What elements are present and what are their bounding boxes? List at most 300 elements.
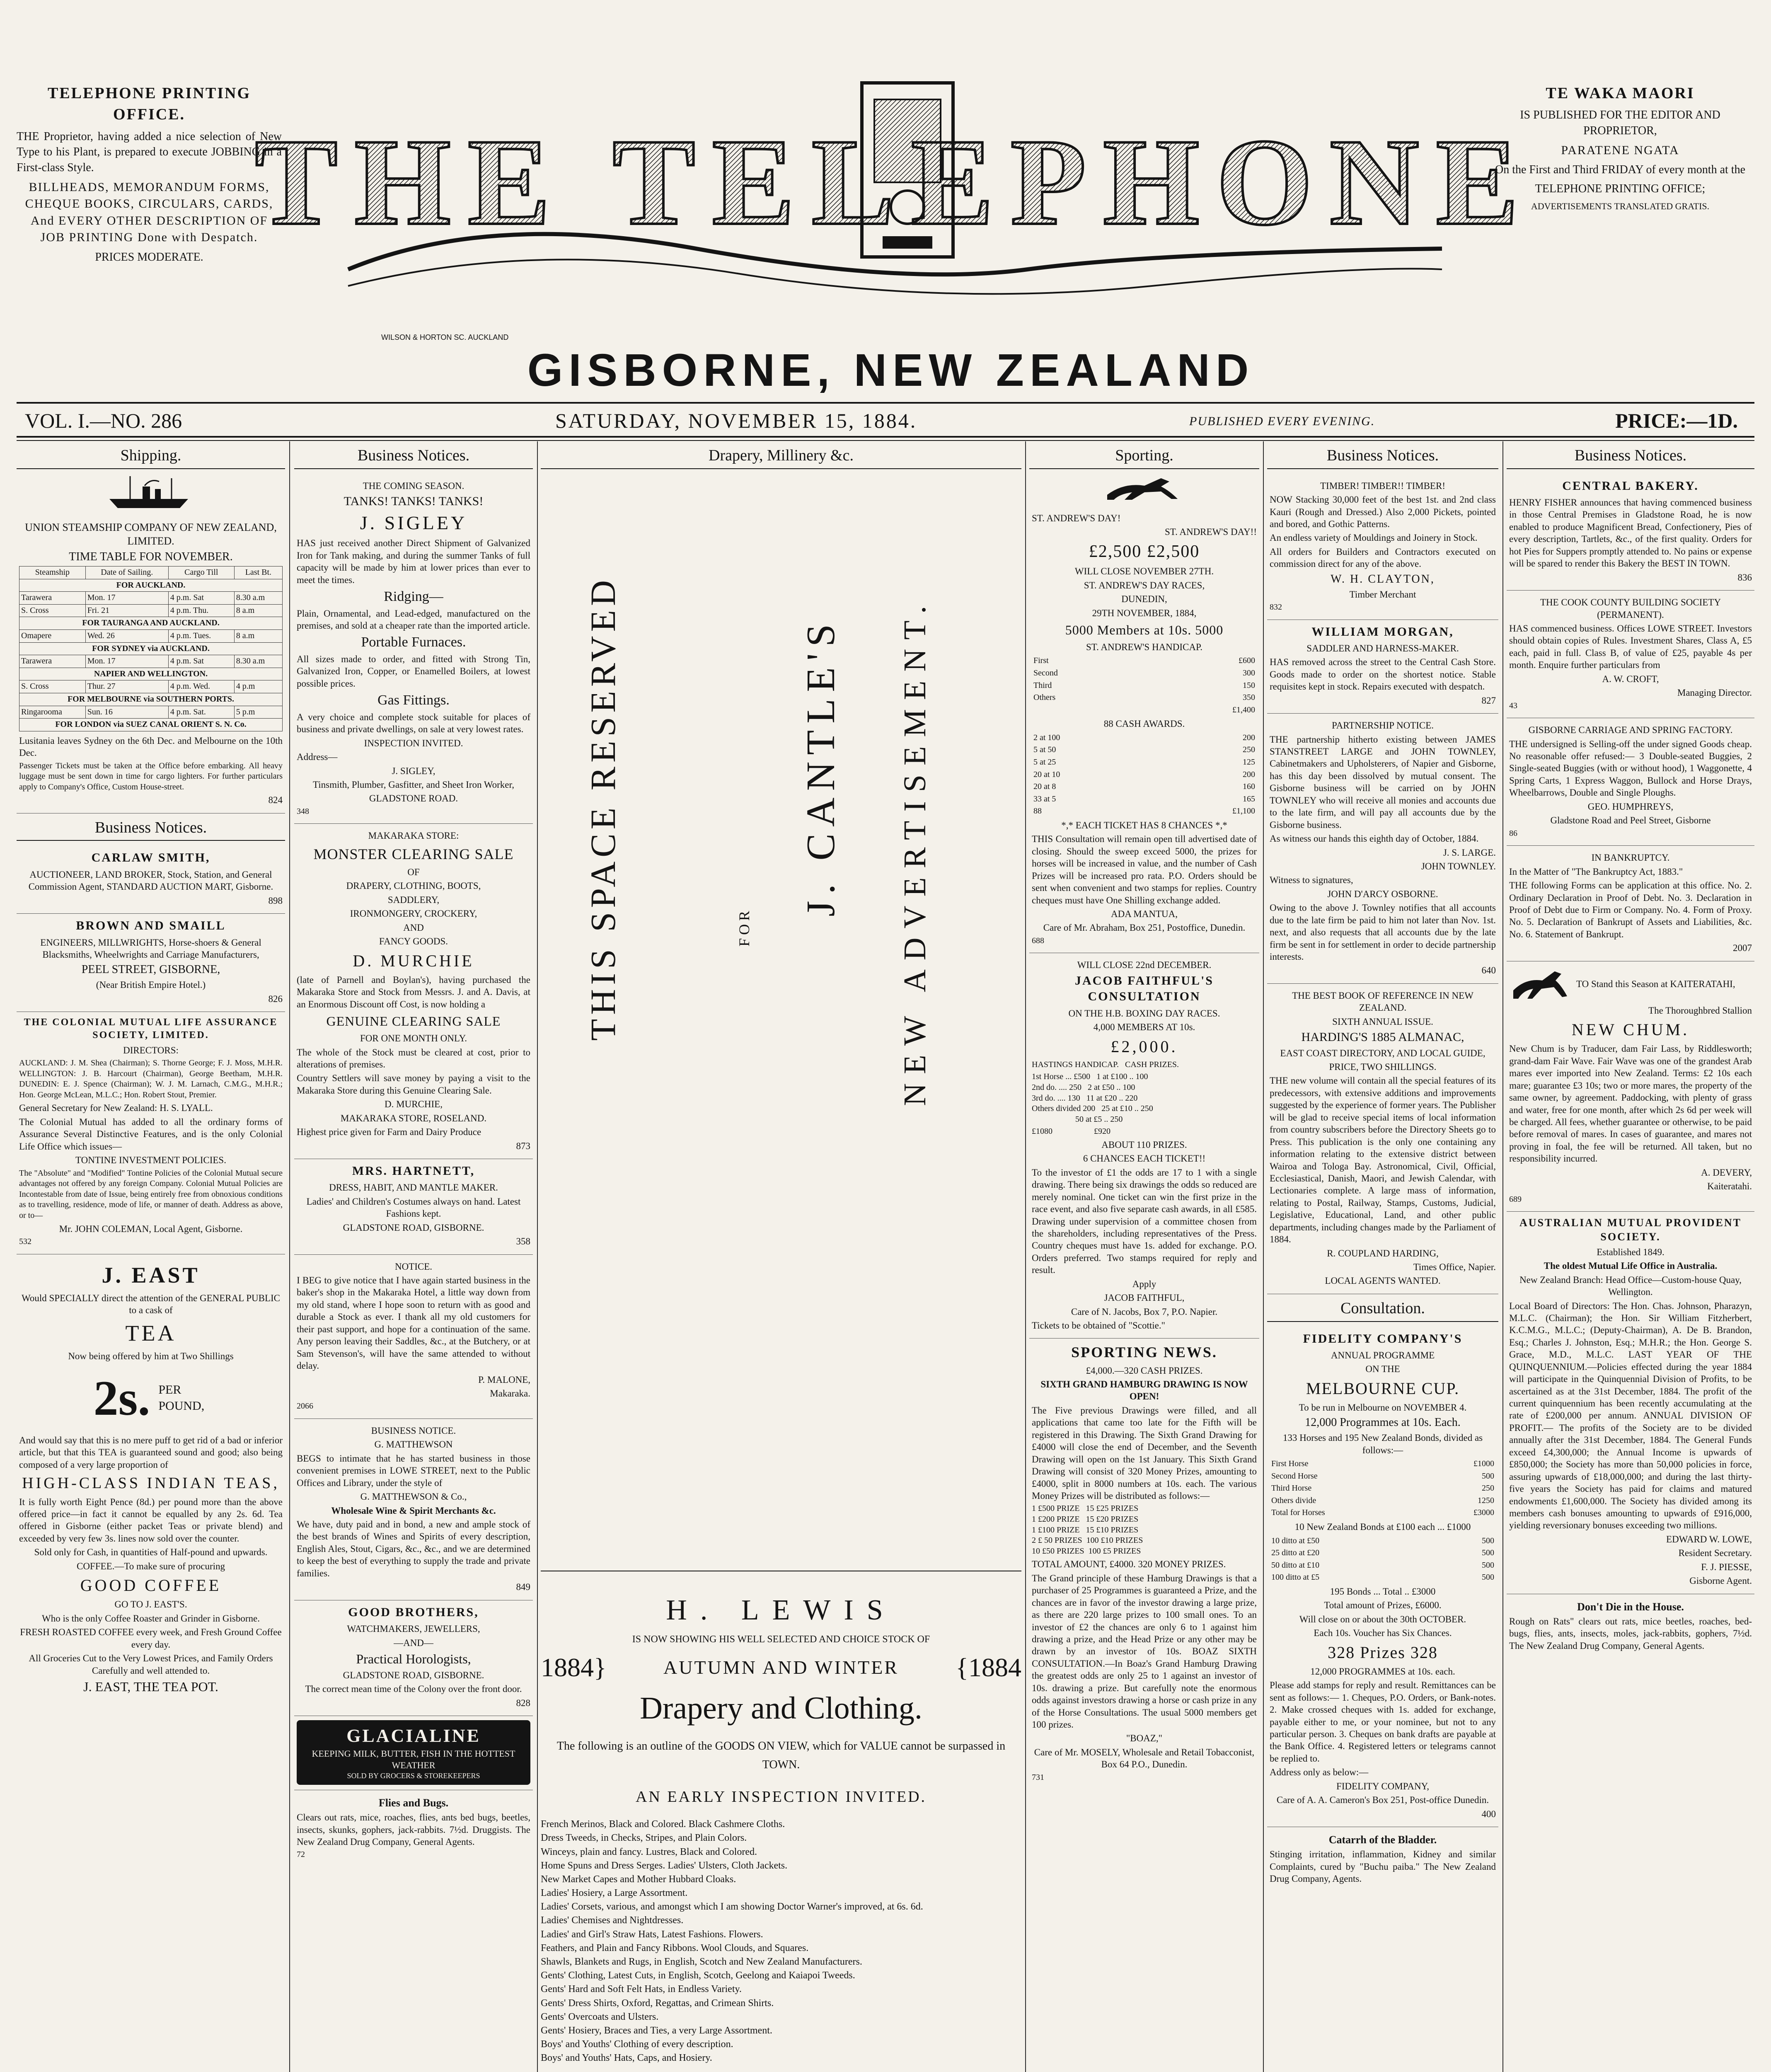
steamship-icon <box>105 474 196 511</box>
timber-head: TIMBER! TIMBER!! TIMBER! <box>1320 480 1445 491</box>
ear-left-prices: PRICES MODERATE. <box>95 250 203 264</box>
timetable-header: Last Bt. <box>234 566 282 579</box>
printing-office-ear <box>17 83 282 398</box>
hartnett-ad <box>294 1159 533 1255</box>
malone-notice: NOTICE. <box>394 1261 433 1272</box>
list-item: Gents' Overcoats and Ulsters. <box>541 2011 659 2022</box>
makaraka-sale: MONSTER CLEARING SALE <box>313 845 514 862</box>
amp-est: Established 1849. <box>1597 1247 1665 1257</box>
st-andrews-date: 29TH NOVEMBER, 1884, <box>1092 608 1197 618</box>
ad-number: 358 <box>516 1236 530 1247</box>
cantle-reserved-space <box>541 472 1021 1484</box>
building-sig: A. W. CROFT, <box>1602 673 1659 684</box>
st-andrews-day2: ST. ANDREW'S DAY!! <box>1164 527 1257 537</box>
table-cell: Fri. 21 <box>85 604 168 617</box>
bankruptcy-ad <box>1507 846 1754 961</box>
prize-line: 50 at £5 .. 250 <box>1032 1114 1123 1124</box>
section-heading-business: Business Notices. <box>1267 445 1498 469</box>
bankruptcy-body: THE following Forms can be application at this office. No. 2. Ordinary Declaration in Proof of Debt. No. 3. Declaration in Proof of Debt due to Firm or Company. No. 4. Form of Proxy. No. 5. Declaration of Bankrupt of Assets and Liabilities, &c. No. 6. Statement of Bankrupt. <box>1509 880 1752 939</box>
prize-line: 2nd do. .... 250 2 at £50 .. 100 <box>1032 1082 1135 1092</box>
sporting-news-sig2: Care of Mr. MOSELY, Wholesale and Retail Tobacconist, Box 64 P.O., Dunedin. <box>1034 1747 1255 1770</box>
te-waka-maori-ear <box>1488 83 1753 398</box>
flies-title: Flies and Bugs. <box>378 1796 449 1809</box>
sigley-addr-street: GLADSTONE ROAD. <box>369 793 458 804</box>
table-cell: 300 <box>1243 668 1255 678</box>
makaraka-store: MAKARAKA STORE: <box>368 830 459 841</box>
lewis-goods-list <box>541 1818 1021 2065</box>
fidelity-run: To be run in Melbourne on NOVEMBER 4. <box>1299 1402 1467 1413</box>
table-cell: Third <box>1033 680 1052 690</box>
sigley-name: J. SIGLEY <box>360 512 467 534</box>
st-andrews-members: 5000 Members at 10s. 5000 <box>1065 622 1224 637</box>
table-cell: 500 <box>1482 1536 1494 1545</box>
faithful-tickets: Tickets to be obtained of "Scottie." <box>1032 1320 1165 1331</box>
east-price: 2s. <box>93 1370 150 1426</box>
makaraka-item: IRONMONGERY, CROCKERY, <box>350 908 477 919</box>
union-heading: UNION STEAMSHIP COMPANY OF NEW ZEALAND, LIMITED. <box>25 521 277 547</box>
catarrh-body: Stinging irritation, inflammation, Kidney and similar Complaints, cured by "Buchu paiba." The New Zealand Drug Company, Agents. <box>1270 1849 1496 1884</box>
brown-smaill-ad <box>17 914 285 1012</box>
prize-line: 2 £ 50 PRIZES 100 £10 PRIZES <box>1032 1536 1143 1545</box>
table-row <box>1032 781 1257 793</box>
makaraka-murchie: D. MURCHIE <box>353 951 474 970</box>
fidelity-address: Address only as below:— <box>1270 1767 1369 1778</box>
sporting-news-cash: £4,000.—320 CASH PRIZES. <box>1086 1365 1203 1376</box>
reserved-for: FOR <box>736 908 752 947</box>
fidelity-programme: ANNUAL PROGRAMME <box>1331 1350 1435 1360</box>
fidelity-progs2: 12,000 PROGRAMMES at 10s. each. <box>1310 1666 1455 1677</box>
faithful-totals: £1080 £920 <box>1032 1127 1111 1136</box>
table-cell: £1,100 <box>1232 806 1255 816</box>
table-cell: 25 ditto at £20 <box>1271 1548 1320 1558</box>
makaraka-item: FANCY GOODS. <box>379 936 448 947</box>
central-bakery-ad <box>1507 474 1754 591</box>
timber-body3: All orders for Builders and Contractors executed on commission direct for any of the above. <box>1270 546 1496 569</box>
timetable-route: FOR SYDNEY via AUCKLAND. <box>19 642 283 655</box>
matthewson-ad <box>294 1419 533 1600</box>
brown-desc: ENGINEERS, MILLWRIGHTS, Horse-shoers & General Blacksmiths, Wheelwrights and Carriage Manufacturers, <box>40 937 261 960</box>
amp-body: Local Board of Directors: The Hon. Chas. Johnson, Pharazyn, M.L.C. (Chairman); the Hon. Sir William Fitzherbert, K.C.M.G., M.L.C.; (Deputy-Chairman), A. De B. Brandon, Esq.; Charles J. Johnston, Esq.; M.H.R.; the Hon. George S. Grace, M.D., M.L.C. LAST YEAR OF THE QUINQUENNIUM.—Policies effected during the year 1884 will participate in the Quinquennial Division of Profits, to be ascertained as at the 31st December, 1884. The profit of the current quinquennium has been recently accumulating at the rate of £200,000 per annum. ANNUAL DIVISION OF PROFIT.— The profits of the Society are to be divided annually after the 31st December, 1884. The General Funds exceed £4,300,000; the Annual Income is upwards of £850,000; the Society has more than 50,000 policies in force, assuring upwards of £18,000,000; and during the last thirty-five years the Society has paid for claims and matured endowments £1,600,000. The Society has divided among its members cash bonuses amounting to upwards of £916,000, yielding reversionary bonuses exceeding two millions. <box>1509 1300 1752 1531</box>
table-row <box>1270 1535 1496 1547</box>
table-row <box>1270 1547 1496 1559</box>
timber-ad <box>1267 474 1498 620</box>
fidelity-on: ON THE <box>1365 1364 1400 1375</box>
faithful-body: To the investor of £1 the odds are 17 to 1 with a single drawing. There being six drawings the odds so reduced are merely nominal. One ticket can win the first prize in the race event, and also five separate cash awards, in all £585. Drawing under supervision of a committee chosen from the shareholders, including representatives of the Press. Country cheques must have 1s. added for exchange. P.O. Orders preferred. Two stamps required for reply and result. <box>1032 1167 1257 1276</box>
list-item: Shawls, Blankets and Rugs, in English, Scotch and New Zealand Manufacturers. <box>541 1956 862 1968</box>
table-row <box>19 604 283 617</box>
st-andrews-day1: ST. ANDREW'S DAY! <box>1032 513 1121 523</box>
faithful-sig: JACOB FAITHFUL, <box>1104 1293 1185 1303</box>
partnership-witness: As witness our hands this eighth day of October, 1884. <box>1270 833 1479 844</box>
sigley-season: THE COMING SEASON. <box>363 480 465 491</box>
ad-number: 72 <box>297 1850 305 1859</box>
carlaw-smith-ad <box>17 846 285 914</box>
ad-number: 832 <box>1270 602 1282 612</box>
timetable-header: Steamship <box>19 566 86 579</box>
st-andrews-cash-awards: 88 CASH AWARDS. <box>1103 719 1185 729</box>
table-cell: 250 <box>1243 745 1255 755</box>
table-cell: Omapere <box>19 629 86 642</box>
table-cell: 4 p.m. Thu. <box>168 604 234 617</box>
glacialine-name: GLACIALINE <box>346 1726 481 1746</box>
st-andrews-place: DUNEDIN, <box>1121 594 1167 605</box>
sigley-addr-trade: Tinsmith, Plumber, Gasfitter, and Sheet Iron Worker, <box>313 779 514 790</box>
table-row <box>1270 1470 1496 1483</box>
stallion-icon <box>1509 966 1571 1003</box>
prize-line: 1 £200 PRIZE 15 £20 PRIZES <box>1032 1514 1139 1524</box>
colonial-mutual-ad <box>17 1012 285 1254</box>
table-cell: 4 p.m. Sat <box>168 592 234 605</box>
timetable-route: FOR TAURANGA AND AUCKLAND. <box>19 617 283 630</box>
table-cell: 8.30 a.m <box>234 592 282 605</box>
flies-body: Clears out rats, mice, roaches, flies, ants bed bugs, beetles, insects, skunks, gophers, jack-rabbits. 7½d. Druggists. The New Zealand Drug Company, General Agents. <box>297 1812 530 1847</box>
table-row <box>1270 1482 1496 1495</box>
ad-number: 898 <box>268 895 283 906</box>
table-row <box>1032 756 1257 769</box>
ear-right-line2: PARATENE NGATA <box>1561 143 1679 157</box>
glacialine-ad <box>294 1716 533 1790</box>
table-row <box>1032 732 1257 744</box>
ad-number: 348 <box>297 806 309 816</box>
sporting-news-sixth: SIXTH GRAND HAMBURG DRAWING IS NOW OPEN! <box>1040 1379 1248 1402</box>
timetable-route: NAPIER AND WELLINGTON. <box>19 668 283 680</box>
harding-agents: LOCAL AGENTS WANTED. <box>1325 1276 1441 1286</box>
masthead-title <box>254 54 1536 352</box>
table-cell: Sun. 16 <box>85 706 168 719</box>
masthead-subtitle: GISBORNE, NEW ZEALAND <box>527 345 1255 396</box>
ad-number: 2007 <box>1733 943 1752 954</box>
fidelity-sig2: Care of A. A. Cameron's Box 251, Post-office Dunedin. <box>1276 1795 1489 1806</box>
lewis-season-row <box>541 1650 1021 1685</box>
lewis-name: H. LEWIS <box>666 1594 896 1626</box>
table-cell: £3000 <box>1473 1508 1494 1518</box>
section-heading-drapery: Drapery, Millinery &c. <box>541 445 1021 469</box>
ad-number: 824 <box>268 795 283 806</box>
list-item: Ladies' Hosiery, a Large Assortment. <box>541 1888 688 1899</box>
bakery-name: CENTRAL BAKERY. <box>1562 479 1699 493</box>
column-business-notices-3 <box>1507 445 1754 2072</box>
makaraka-month: FOR ONE MONTH ONLY. <box>360 1033 467 1044</box>
column-business-notices-2 <box>1267 445 1498 2072</box>
column-rule <box>289 441 290 2072</box>
faithful-prize-rows <box>1032 1072 1257 1125</box>
ad-number: 400 <box>1481 1808 1496 1819</box>
j-east-ad <box>17 1254 285 1702</box>
makaraka-sig2: MAKARAKA STORE, ROSELAND. <box>340 1113 487 1123</box>
carriage-body: THE undersigned is Selling-off the under signed Goods cheap. No reasonable offer refused:— 3 Double-seated Buggies, 2 Single-seated Buggies (with or without hood), 1 Waggonette, 4 Spring Carts, 1 Express Waggon, Bullock and Horse Drays, Wheelbarrows, Double and Single Ploughs. <box>1509 738 1752 798</box>
masthead-rule <box>17 402 1754 404</box>
glacialine-sold: SOLD BY GROCERS & STOREKEEPERS <box>347 1771 480 1780</box>
makaraka-store-ad <box>294 824 533 1159</box>
fidelity-prizes: 328 Prizes 328 <box>1328 1643 1438 1662</box>
amp-sig3: F. J. PIESSE, <box>1701 1561 1752 1572</box>
list-item: Dress Tweeds, in Checks, Stripes, and Plain Colors. <box>541 1832 747 1844</box>
amp-name: AUSTRALIAN MUTUAL PROVIDENT SOCIETY. <box>1519 1217 1742 1243</box>
stallion-head: TO Stand this Season at KAITERATAHI, <box>1576 979 1735 990</box>
engraver-credit: WILSON & HORTON SC. AUCKLAND <box>381 333 509 341</box>
table-cell: 20 at 8 <box>1033 782 1056 792</box>
mutual-name: THE COLONIAL MUTUAL LIFE ASSURANCE SOCIETY, LIMITED. <box>24 1017 278 1041</box>
column-rule <box>1263 441 1264 2072</box>
stallion-sig2: Kaiteratahi. <box>1707 1181 1752 1192</box>
carlaw-desc: AUCTIONEER, LAND BROKER, Stock, Station, and General Commission Agent, STANDARD AUCTION MART, Gisborne. <box>28 869 273 892</box>
glacialine-tag: KEEPING MILK, BUTTER, FISH IN THE HOTTEST WEATHER <box>312 1748 515 1770</box>
table-row <box>1032 793 1257 806</box>
makaraka-produce: Highest price given for Farm and Dairy Produce <box>297 1127 481 1138</box>
table-cell: Ringarooma <box>19 706 86 719</box>
lewis-inspection: AN EARLY INSPECTION INVITED. <box>635 1788 927 1806</box>
carriage-sig2: Gladstone Road and Peel Street, Gisborne <box>1550 815 1711 826</box>
list-item: Boys' and Youths' Hats, Caps, and Hosiery. <box>541 2053 712 2064</box>
brown-near: (Near British Empire Hotel.) <box>96 980 206 990</box>
table-cell: £1,400 <box>1232 705 1255 714</box>
makaraka-sig: D. MURCHIE, <box>385 1099 443 1110</box>
masthead-title-text: THE TELEPHONE <box>254 113 1536 251</box>
good-and: —AND— <box>394 1637 433 1648</box>
ad-number: 731 <box>1032 1772 1044 1782</box>
carriage-name: GISBORNE CARRIAGE AND SPRING FACTORY. <box>1528 725 1733 736</box>
sigley-furnaces-body: All sizes made to order, and fitted with Strong Tin, Galvanized Iron, Copper, or Enamelled Boilers, at lowest possible prices. <box>297 654 530 689</box>
sporting-news-total: TOTAL AMOUNT, £4000. 320 MONEY PRIZES. <box>1032 1559 1226 1570</box>
table-cell: 88 <box>1033 806 1042 816</box>
ad-number: 2066 <box>297 1402 313 1411</box>
sigley-tanks: TANKS! TANKS! TANKS! <box>344 494 484 508</box>
table-cell: Tarawera <box>19 655 86 668</box>
table-cell: 2 at 100 <box>1033 733 1060 742</box>
makaraka-genuine: GENUINE CLEARING SALE <box>326 1014 501 1029</box>
dateline <box>17 406 1754 435</box>
column-rule <box>537 441 538 2072</box>
table-row <box>1032 744 1257 756</box>
carlaw-name: CARLAW SMITH, <box>91 851 210 865</box>
east-line3: And would say that this is no mere puff to get rid of a bad or inferior article, but that this TEA is guaranteed sound and good; also being composed of a very large proportion of <box>19 1435 283 1470</box>
new-advertisement: NEW ADVERTISEMENT. <box>898 597 932 1106</box>
table-row <box>1270 1559 1496 1572</box>
fidelity-cup: MELBOURNE CUP. <box>1306 1379 1460 1398</box>
table-cell: 4 p.m. Sat. <box>168 706 234 719</box>
ad-number: 849 <box>516 1582 530 1593</box>
column-drapery <box>541 445 1021 470</box>
partnership-witness2: Witness to signatures, <box>1270 875 1353 886</box>
table-cell: 4 p.m. Wed. <box>168 680 234 693</box>
lewis-year-right: {1884 <box>956 1653 1021 1682</box>
matthewson-trade: Wholesale Wine & Spirit Merchants &c. <box>331 1505 496 1516</box>
carriage-factory-ad <box>1507 718 1754 846</box>
house-title: Don't Die in the House. <box>1577 1600 1684 1613</box>
faithful-close: WILL CLOSE 22nd DECEMBER. <box>1077 960 1212 971</box>
sporting-news-sig: "BOAZ," <box>1126 1733 1163 1744</box>
fidelity-total: Total amount of Prizes, £6000. <box>1324 1600 1442 1611</box>
sigley-addr-name: J. SIGLEY, <box>392 765 435 776</box>
cantle-name: J. CANTLE'S <box>798 617 843 917</box>
timetable-route: FOR AUCKLAND. <box>19 579 283 592</box>
st-andrews-close: WILL CLOSE NOVEMBER 27TH. <box>1074 566 1214 577</box>
east-per: PER POUND, <box>158 1383 205 1413</box>
good-practical: Practical Horologists, <box>356 1651 471 1666</box>
harding-dir: EAST COAST DIRECTORY, AND LOCAL GUIDE, <box>1280 1048 1486 1058</box>
column-shipping <box>17 445 285 2072</box>
st-andrews-races: ST. ANDREW'S DAY RACES, <box>1084 580 1205 591</box>
east-coffee-head: COFFEE.—To make sure of procuring <box>76 1561 225 1571</box>
table-cell: Tarawera <box>19 592 86 605</box>
ad-number: 640 <box>1481 965 1496 976</box>
bankruptcy-act: In the Matter of "The Bankruptcy Act, 1883." <box>1509 866 1683 877</box>
hartnett-addr: GLADSTONE ROAD, GISBORNE. <box>343 1222 484 1233</box>
table-cell: 1250 <box>1478 1496 1494 1505</box>
table-cell: Wed. 26 <box>85 629 168 642</box>
table-cell: 165 <box>1243 794 1255 804</box>
sigley-body: HAS just received another Direct Shipment of Galvanized Iron for Tank making, and during the summer Tanks of full capacity will be made by him at lower prices than ever to meet the times. <box>297 538 530 585</box>
ear-left-items: BILLHEADS, MEMORANDUM FORMS, CHEQUE BOOKS, CIRCULARS, CARDS, And EVERY OTHER DESCRIPTION OF JOB PRINTING Done with Despatch. <box>25 180 273 244</box>
issue-date: SATURDAY, NOVEMBER 15, 1884. <box>555 409 917 432</box>
prize-line: 10 £50 PRIZES 100 £5 PRIZES <box>1032 1546 1141 1556</box>
section-heading-business: Business Notices. <box>1507 445 1754 469</box>
ad-number: 532 <box>19 1237 31 1246</box>
sporting-news-ad <box>1029 1339 1259 1789</box>
table-cell: 50 ditto at £10 <box>1271 1560 1320 1570</box>
table-cell: 8 a.m <box>234 629 282 642</box>
table-cell: 250 <box>1482 1484 1494 1493</box>
stallion-tag: The Thoroughbred Stallion <box>1648 1005 1752 1016</box>
ad-number: 826 <box>268 993 283 1004</box>
fidelity-horses: 133 Horses and 195 New Zealand Bonds, divided as follows:— <box>1282 1433 1483 1455</box>
table-row <box>1032 692 1257 704</box>
partnership-body: THE partnership hitherto existing between JAMES STANSTREET LARGE and JOHN TOWNLEY, Cabinetmakers and Upholsterers, of Napier and Gisborne, has this day been dissolved by mutual consent. The Gisborne business will be carried on by JOHN TOWNLEY who will receive all monies and accounts due to the late firm, and will pay all accounts due by the Gisborne business. <box>1270 734 1496 830</box>
prize-line: 1 £500 PRIZE 15 £25 PRIZES <box>1032 1504 1139 1513</box>
list-item: Gents' Dress Shirts, Oxford, Regattas, and Crimean Shirts. <box>541 1997 774 2009</box>
east-line2: Now being offered by him at Two Shillings <box>68 1351 234 1361</box>
east-name: J. EAST <box>102 1262 200 1288</box>
table-cell: First <box>1033 656 1049 666</box>
mutual-body: The Colonial Mutual has added to all the ordinary forms of Assurance Several Distinctive Features, and is the only Colonial Life Office which issues— <box>19 1116 283 1152</box>
table-row <box>19 655 283 668</box>
amp-sig2: Resident Secretary. <box>1678 1548 1752 1559</box>
sporting-news-body: The Five previous Drawings were filled, and all applications that came too late for the Fifth will be registered in this Drawing. The Sixth Grand Drawing for £4000 will close the end of December, and the Seventh Drawing will open on the 1st January. This Sixth Grand Drawing will consist of 320 Money Prizes, amounting to £4000, split in 8000 numbers at 10s. each. The various Money Prizes will be distributed as follows:— <box>1032 1405 1257 1501</box>
sigley-ad <box>294 474 533 824</box>
table-cell <box>1032 704 1148 716</box>
house-body: Rough on Rats" clears out rats, mice beetles, roaches, bed-bugs, flies, ants, insects, moles, jack-rabbits, gophers, 7½d. The New Zealand Drug Company, General Agents. <box>1509 1616 1752 1651</box>
hamburg-prize-rows <box>1032 1503 1257 1556</box>
jacob-faithful-ad <box>1029 953 1259 1339</box>
prize-line: Others divided 200 25 at £10 .. 250 <box>1032 1104 1153 1113</box>
section-heading-business: Business Notices. <box>17 818 285 841</box>
mutual-body2: The "Absolute" and "Modified" Tontine Policies of the Colonial Mutual secure advantages not offered by any foreign Company. Colonial Mutual Policies are Incontestable from date of Issue, being entirely free from obnoxious conditions as to travelling, residence, mode of life, or manner of death. Address as above, or to— <box>19 1168 283 1220</box>
harding-price: PRICE, TWO SHILLINGS. <box>1329 1062 1437 1072</box>
east-tea: TEA <box>125 1320 177 1346</box>
catarrh-ad <box>1267 1827 1498 1892</box>
timber-sig: W. H. CLAYTON, <box>1331 572 1435 586</box>
hartnett-body: Ladies' and Children's Costumes always on hand. Latest Fashions kept. <box>306 1196 521 1219</box>
timber-sig2: Timber Merchant <box>1349 589 1416 600</box>
table-cell: 20 at 10 <box>1033 770 1060 779</box>
fidelity-ad <box>1267 1327 1498 1828</box>
union-steamship-ad <box>17 515 285 813</box>
table-row <box>1270 1495 1496 1507</box>
table-cell: 500 <box>1482 1548 1494 1558</box>
table-row <box>1270 1458 1496 1470</box>
building-name: THE COOK COUNTY BUILDING SOCIETY (PERMANENT). <box>1540 597 1721 620</box>
fidelity-bonds-head: 10 New Zealand Bonds at £100 each ... £1000 <box>1294 1522 1471 1532</box>
fidelity-sig: FIDELITY COMPANY, <box>1336 1781 1430 1791</box>
table-cell: 4 p.m. Sat <box>168 655 234 668</box>
table-cell: 4 p.m. Tues. <box>168 629 234 642</box>
partnership-sig2: JOHN TOWNLEY. <box>1421 861 1496 871</box>
bakery-body: HENRY FISHER announces that having commenced business in those Central Premises in Gladstone Road, he is now enabled to produce Magnificent Bread, Confectionery, Pies of every description, Tartlets, &c., of the first quality. Orders for hot Pies for Suppers promptly attended to. No pains or expense will be spared to render this Bakery the BEST IN TOWN. <box>1509 497 1752 569</box>
east-indian: HIGH-CLASS INDIAN TEAS, <box>22 1474 280 1492</box>
table-cell: 5 p.m <box>234 706 282 719</box>
mutual-tontine: TONTINE INVESTMENT POLICIES. <box>75 1155 226 1166</box>
list-item: Gents' Hosiery, Braces and Ties, a very Large Assortment. <box>541 2025 772 2036</box>
mutual-directors: AUCKLAND: J. M. Shea (Chairman); S. Thorne George; F. J. Moss, M.H.R. WELLINGTON: J. B. Harcourt (Chairman), George Beetham, M.H.R. DUNEDIN: E. J. Spence (Chairman); W. J. M. Larnach, C.M.G., M.H.R.; Hon. George McLean, M.L.C.; Hon. Robert Stout, Premier. <box>19 1058 283 1099</box>
lewis-year-left: 1884} <box>541 1653 607 1682</box>
fidelity-name: FIDELITY COMPANY'S <box>1303 1331 1463 1346</box>
building-body: HAS commenced business. Offices LOWE STREET. Investors should obtain copies of Rules. Investment Shares, Class A, £5 each, paid in full. Class B, of value of £25, payable 4s per month. Enquire further particulars from <box>1509 623 1752 670</box>
table-cell: £600 <box>1239 656 1255 666</box>
fidelity-bond-table <box>1270 1535 1496 1584</box>
sporting-news-name: SPORTING NEWS. <box>1071 1344 1217 1361</box>
table-cell: 500 <box>1482 1573 1494 1582</box>
cash-award-table <box>1032 732 1257 818</box>
good-addr: GLADSTONE ROAD, GISBORNE. <box>343 1670 484 1680</box>
st-andrews-body: THIS Consultation will remain open till advertised date of closing. Should the sweep exceed 5000, the prizes for horses will be increased in value, and the number of Cash Prizes will be increased pro rata. P.O. Orders should be sent when convenient and two stamps for replies. Country cheques must have One Shilling exchange added. <box>1032 834 1257 905</box>
sigley-gas-body: A very choice and complete stock suitable for places of business and private dwellings, on sale at very lowest rates. <box>297 712 530 735</box>
flies-bugs-ad <box>294 1790 533 1867</box>
makaraka-body3: Country Settlers will save money by paying a visit to the Makaraka Store during this Genuine Clearing Sale. <box>297 1073 530 1096</box>
table-cell: 5 at 50 <box>1033 745 1056 755</box>
sigley-address: Address— <box>297 752 338 762</box>
table-cell: Second Horse <box>1271 1471 1318 1481</box>
east-coffee: GOOD COFFEE <box>80 1576 222 1595</box>
table-cell: 33 at 5 <box>1033 794 1056 804</box>
sigley-furnaces: Portable Furnaces. <box>361 634 466 650</box>
column-rule <box>1502 441 1503 2072</box>
st-andrews-handicap: ST. ANDREW'S HANDICAP. <box>1086 641 1203 652</box>
table-row <box>19 592 283 605</box>
morgan-body: HAS removed across the street to the Central Cash Store. Goods made to order on the shortest notice. Stable requisites kept in stock. Repairs executed with despatch. <box>1270 657 1496 692</box>
carriage-sig: GEO. HUMPHREYS, <box>1587 801 1674 812</box>
racehorse-icon <box>1099 474 1190 503</box>
table-cell: 200 <box>1243 733 1255 742</box>
faithful-chances: 6 CHANCES EACH TICKET!! <box>1083 1153 1206 1164</box>
brown-street: PEEL STREET, GISBORNE, <box>81 963 220 976</box>
mutual-secretary: General Secretary for New Zealand: H. S. LYALL. <box>19 1103 213 1113</box>
passenger-note: Passenger Tickets must be taken at the Office before embarking. All heavy luggage must be sent down in time for cargo lighters. For further particulars apply to Company's Office, Custom House-street. <box>19 761 283 792</box>
hartnett-trade: DRESS, HABIT, AND MANTLE MAKER. <box>329 1182 498 1193</box>
east-line4: It is fully worth Eight Pence (8d.) per pound more than the above offered price—in fact it cannot be equalled by any 2s. 6d. Tea offered in Gisborne (either packet Teas or private blend) and exceeded by very few 3s. lines now sold over the counter. <box>19 1496 283 1544</box>
east-line1: Would SPECIALLY direct the attention of the GENERAL PUBLIC to a cask of <box>22 1293 280 1316</box>
malone-sig: P. MALONE, <box>478 1374 530 1385</box>
east-coffee-where: GO TO J. EAST'S. <box>114 1599 187 1610</box>
mutual-directors-head: DIRECTORS: <box>123 1045 179 1055</box>
column-sporting <box>1029 445 1259 2072</box>
table-row <box>1032 769 1257 781</box>
ear-right-line5: ADVERTISEMENTS TRANSLATED GRATIS. <box>1531 201 1710 211</box>
table-cell: 100 ditto at £5 <box>1271 1573 1320 1582</box>
handicap-prize-table <box>1032 655 1257 716</box>
table-cell: 10 ditto at £50 <box>1271 1536 1320 1545</box>
makaraka-item: DRAPERY, CLOTHING, BOOTS, <box>346 881 481 891</box>
reserved-text: THIS SPACE RESERVED <box>583 576 623 1041</box>
east-line6: Who is the only Coffee Roaster and Grinder in Gisborne. <box>42 1613 260 1624</box>
table-row <box>1032 655 1257 667</box>
publication-frequency: PUBLISHED EVERY EVENING. <box>1189 414 1375 428</box>
makaraka-item: AND <box>403 922 424 933</box>
east-line5: Sold only for Cash, in quantities of Half-pound and upwards. <box>34 1547 268 1558</box>
amp-society-ad <box>1507 1212 1754 1594</box>
table-cell: First Horse <box>1271 1459 1309 1469</box>
fidelity-chances: Each 10s. Voucher has Six Chances. <box>1314 1628 1452 1639</box>
harding-sig2: Times Office, Napier. <box>1413 1262 1496 1273</box>
